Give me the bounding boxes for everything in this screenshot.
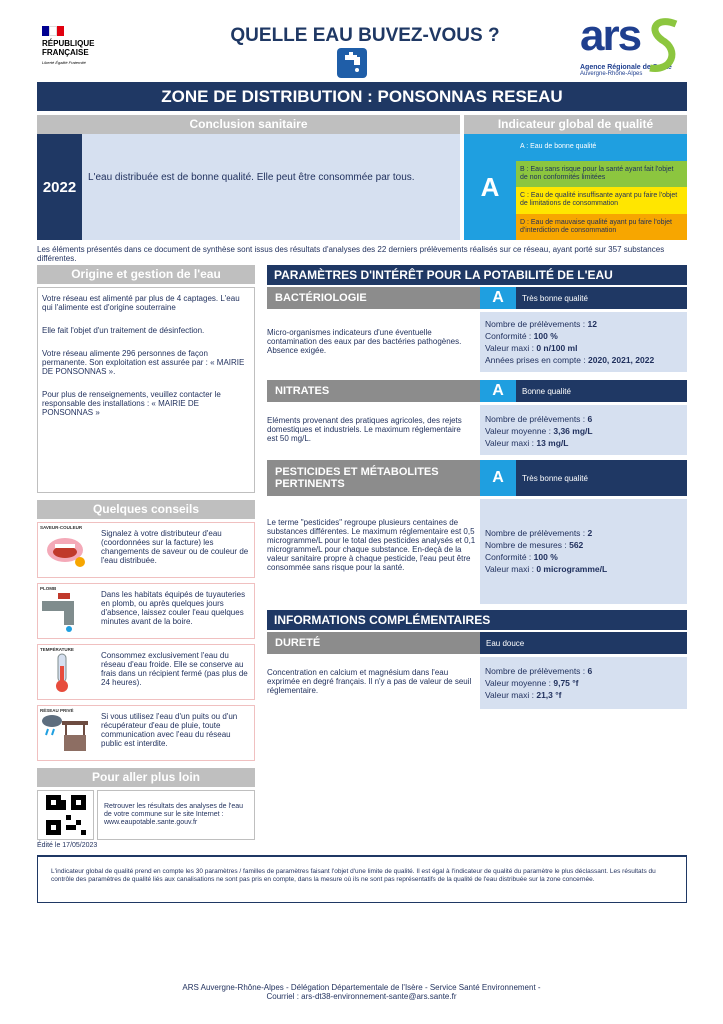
tip-saveur bbox=[37, 522, 255, 578]
nitrates-stat3-label: Valeur maxi : bbox=[485, 438, 537, 448]
conseils-header: Quelques conseils bbox=[37, 500, 255, 519]
origine-header: Origine et gestion de l'eau bbox=[37, 265, 255, 284]
pesticides-stat3-value: 100 % bbox=[533, 552, 558, 562]
conclusion-text: L'eau distribuée est de bonne qualité. Elle peut être consommée par tous. bbox=[82, 134, 460, 240]
origine-p3: Votre réseau alimente 296 personnes de façon permanente. Son exploitation est assurée par : « MAIRIE DE PONSONNAS ». bbox=[42, 349, 245, 376]
tip-reseau-text: Si vous utilisez l'eau d'un puits ou d'un récupérateur d'eau de pluie, toute communication avec l'eau du réseau public est interdite. bbox=[101, 712, 238, 748]
pesticides-title: PESTICIDES ET MÉTABOLITES PERTINENTS bbox=[267, 460, 480, 496]
level-b-label: B : Eau sans risque pour la santé ayant fait l'objet de non conformités limitées bbox=[520, 165, 674, 181]
nitrates-stat2-label: Valeur moyenne : bbox=[485, 426, 554, 436]
nitrates-stat3-value: 13 mg/L bbox=[536, 438, 569, 448]
zone-title: ZONE DE DISTRIBUTION : PONSONNAS RESEAU bbox=[37, 82, 687, 111]
bacterio-stat2-value: 100 % bbox=[533, 331, 558, 341]
origine-p2: Elle fait l'objet d'un traitement de désinfection. bbox=[42, 326, 205, 335]
ars-logo bbox=[580, 11, 690, 80]
tip-temperature-text: Consommez exclusivement l'eau du réseau d'eau froide. Elle se conserve au frais dans un récipient fermé (pas plus de 24 heures). bbox=[101, 651, 248, 687]
level-d-label: D : Eau de mauvaise qualité ayant pu faire l'objet d'interdiction de consommation bbox=[520, 218, 672, 234]
bacterio-stat4-value: 2020, 2021, 2022 bbox=[588, 355, 655, 365]
level-c bbox=[516, 187, 687, 214]
pesticides-stat2-label: Nombre de mesures : bbox=[485, 540, 570, 550]
conclusion-header: Conclusion sanitaire bbox=[37, 115, 460, 134]
bacterio-stats bbox=[480, 312, 687, 372]
tip-temperature bbox=[37, 644, 255, 700]
bacterio-stat4-label: Années prises en compte : bbox=[485, 355, 589, 365]
bacterio-grade: A bbox=[480, 287, 516, 309]
tip-reseau-label: RÉSEAU PRIVÉ bbox=[40, 708, 74, 713]
durete-desc: Concentration en calcium et magnésium dans l'eau exprimée en degré français. Il n'y a pas de valeur de seuil réglementaire. bbox=[267, 668, 472, 695]
tip-reseau-prive bbox=[37, 705, 255, 761]
level-a bbox=[516, 134, 687, 161]
level-d bbox=[516, 214, 687, 241]
pesticides-stat4-value: 0 microgramme/L bbox=[536, 564, 608, 574]
ars-logo-text: ars bbox=[580, 11, 641, 60]
tip-saveur-text: Signalez à votre distributeur d'eau (coordonnées sur la facture) les changements de saveur ou de couleur de l'eau distribuée. bbox=[101, 529, 249, 565]
pesticides-stat2-value: 562 bbox=[569, 540, 584, 550]
pesticides-stat1-label: Nombre de prélèvements : bbox=[485, 528, 588, 538]
qr-code-icon[interactable] bbox=[37, 790, 94, 840]
bacterio-stat3-value: 0 n/100 ml bbox=[536, 343, 578, 353]
conclusion-year: 2022 bbox=[37, 134, 82, 240]
durete-stat2-value: 9,75 °f bbox=[553, 678, 579, 688]
global-grade: A bbox=[464, 134, 516, 240]
footer-line1: ARS Auvergne-Rhône-Alpes - Délégation Départementale de l'Isère - Service Santé Environnement - bbox=[182, 983, 541, 992]
footer-email[interactable]: Courriel : ars-dt38-environnement-sante@ars.sante.fr bbox=[266, 992, 457, 1001]
level-b bbox=[516, 161, 687, 188]
mouth-icon bbox=[40, 525, 98, 575]
durete-stat3-value: 21,3 °f bbox=[536, 690, 562, 700]
plus-loin-header: Pour aller plus loin bbox=[37, 768, 255, 787]
tip-plomb bbox=[37, 583, 255, 639]
level-c-label: C : Eau de qualité insuffisante ayant pu faire l'objet de limitations de consommation bbox=[520, 192, 678, 208]
pesticides-quality: Très bonne qualité bbox=[516, 460, 687, 496]
nitrates-stat1-label: Nombre de prélèvements : bbox=[485, 414, 588, 424]
infos-header: INFORMATIONS COMPLÉMENTAIRES bbox=[267, 610, 687, 630]
durete-stat2-label: Valeur moyenne : bbox=[485, 678, 554, 688]
nitrates-stat2-value: 3,36 mg/L bbox=[553, 426, 593, 436]
nitrates-stats bbox=[480, 405, 687, 455]
republique-francaise-logo bbox=[42, 26, 122, 65]
plus-loin-text[interactable]: Retrouver les résultats des analyses de l'eau de votre commune sur le site Internet : www.eaupotable.sante.gouv.fr bbox=[97, 790, 255, 840]
bacterio-stat2-label: Conformité : bbox=[485, 331, 534, 341]
durete-title: DURETÉ bbox=[267, 632, 480, 654]
parametres-header: PARAMÈTRES D'INTÉRÊT POUR LA POTABILITÉ DE L'EAU bbox=[267, 265, 687, 285]
ars-region: Auvergne-Rhône-Alpes bbox=[580, 71, 643, 77]
durete-stat1-label: Nombre de prélèvements : bbox=[485, 666, 588, 676]
nitrates-quality: Bonne qualité bbox=[516, 380, 687, 402]
pesticides-stat3-label: Conformité : bbox=[485, 552, 534, 562]
edited-date: Édité le 17/05/2023 bbox=[37, 842, 98, 849]
origine-box bbox=[37, 287, 255, 493]
pesticides-stats bbox=[480, 499, 687, 604]
ars-subtitle: Agence Régionale de Santé bbox=[580, 64, 672, 71]
durete-stats bbox=[480, 657, 687, 709]
indicator-header: Indicateur global de qualité bbox=[464, 115, 687, 134]
water-tap-icon bbox=[337, 48, 367, 78]
rf-line1: RÉPUBLIQUE bbox=[42, 39, 95, 48]
nitrates-grade: A bbox=[480, 380, 516, 402]
origine-p1: Votre réseau est alimenté par plus de 4 captages. L'eau qui l'alimente est d'origine souterraine bbox=[42, 294, 240, 312]
thermometer-icon bbox=[40, 647, 98, 697]
nitrates-stat1-value: 6 bbox=[587, 414, 593, 424]
page-title: QUELLE EAU BUVEZ-VOUS ? bbox=[230, 25, 500, 46]
rf-line2: FRANÇAISE bbox=[42, 48, 89, 57]
pesticides-stat1-value: 2 bbox=[587, 528, 593, 538]
durete-stat3-label: Valeur maxi : bbox=[485, 690, 537, 700]
tip-plomb-label: PLOMB bbox=[40, 586, 57, 591]
tip-plomb-text: Dans les habitats équipés de tuyauteries en plomb, ou après quelques jours d'absence, laissez couler l'eau quelques minutes avant de la boire. bbox=[101, 590, 246, 626]
bacterio-title: BACTÉRIOLOGIE bbox=[267, 287, 480, 309]
level-a-label: A : Eau de bonne qualité bbox=[520, 143, 597, 151]
pesticides-desc: Le terme "pesticides" regroupe plusieurs centaines de substances différentes. Le maximum réglementaire est 0,5 microgramme/L pour le total des pesticides analysés et 0,1 microgramme/L pour chaque substance. En-deçà de la valeur sanitaire propre à chaque pesticide, l'eau peut être consommée sans risque pour la santé. bbox=[267, 518, 476, 572]
bacterio-stat1-label: Nombre de prélèvements : bbox=[485, 319, 588, 329]
rf-motto: Liberté Égalité Fraternité bbox=[42, 60, 86, 65]
well-icon bbox=[40, 708, 98, 758]
pesticides-stat4-label: Valeur maxi : bbox=[485, 564, 537, 574]
pipe-icon bbox=[40, 586, 98, 636]
origine-p4: Pour plus de renseignements, veuillez contacter le responsable des installations : « MAIRIE DE PONSONNAS » bbox=[42, 390, 221, 417]
durete-stat1-value: 6 bbox=[587, 666, 593, 676]
bacterio-desc: Micro-organismes indicateurs d'une éventuelle contamination des eaux par des bactéries pathogènes. Absence exigée. bbox=[267, 328, 462, 355]
nitrates-title: NITRATES bbox=[267, 380, 480, 402]
nitrates-desc: Eléments provenant des pratiques agricoles, des rejets domestiques et industriels. Le maximum réglementaire est 50 mg/L. bbox=[267, 416, 462, 443]
tip-saveur-label: SAVEUR-COULEUR bbox=[40, 525, 83, 530]
bacterio-stat1-value: 12 bbox=[587, 319, 597, 329]
tip-temperature-label: TEMPÉRATURE bbox=[40, 647, 74, 652]
durete-quality: Eau douce bbox=[480, 632, 687, 654]
footer bbox=[100, 983, 623, 1001]
intro-text: Les éléments présentés dans ce document de synthèse sont issus des résultats d'analyses des 22 derniers prélèvements réalisés sur ce réseau, ayant porté sur 357 substances différentes. bbox=[37, 245, 665, 263]
french-flag-icon bbox=[42, 26, 64, 36]
footnote: L'indicateur global de qualité prend en compte les 30 paramètres / familles de paramètres faisant l'objet d'une limite de qualité. Il est égal à l'indicateur de qualité du paramètre le plus déclassant. Les résultats du contrôle des paramètres de qualité liés aux canalisations ne sont pas pris en compte, dans la mesure où ils ne sont pas représentatifs de la qualité de l'eau distribuée sur la zone concernée. bbox=[37, 855, 687, 903]
pesticides-grade: A bbox=[480, 460, 516, 496]
ars-s-shape bbox=[646, 16, 682, 86]
bacterio-quality: Très bonne qualité bbox=[516, 287, 687, 309]
bacterio-stat3-label: Valeur maxi : bbox=[485, 343, 537, 353]
